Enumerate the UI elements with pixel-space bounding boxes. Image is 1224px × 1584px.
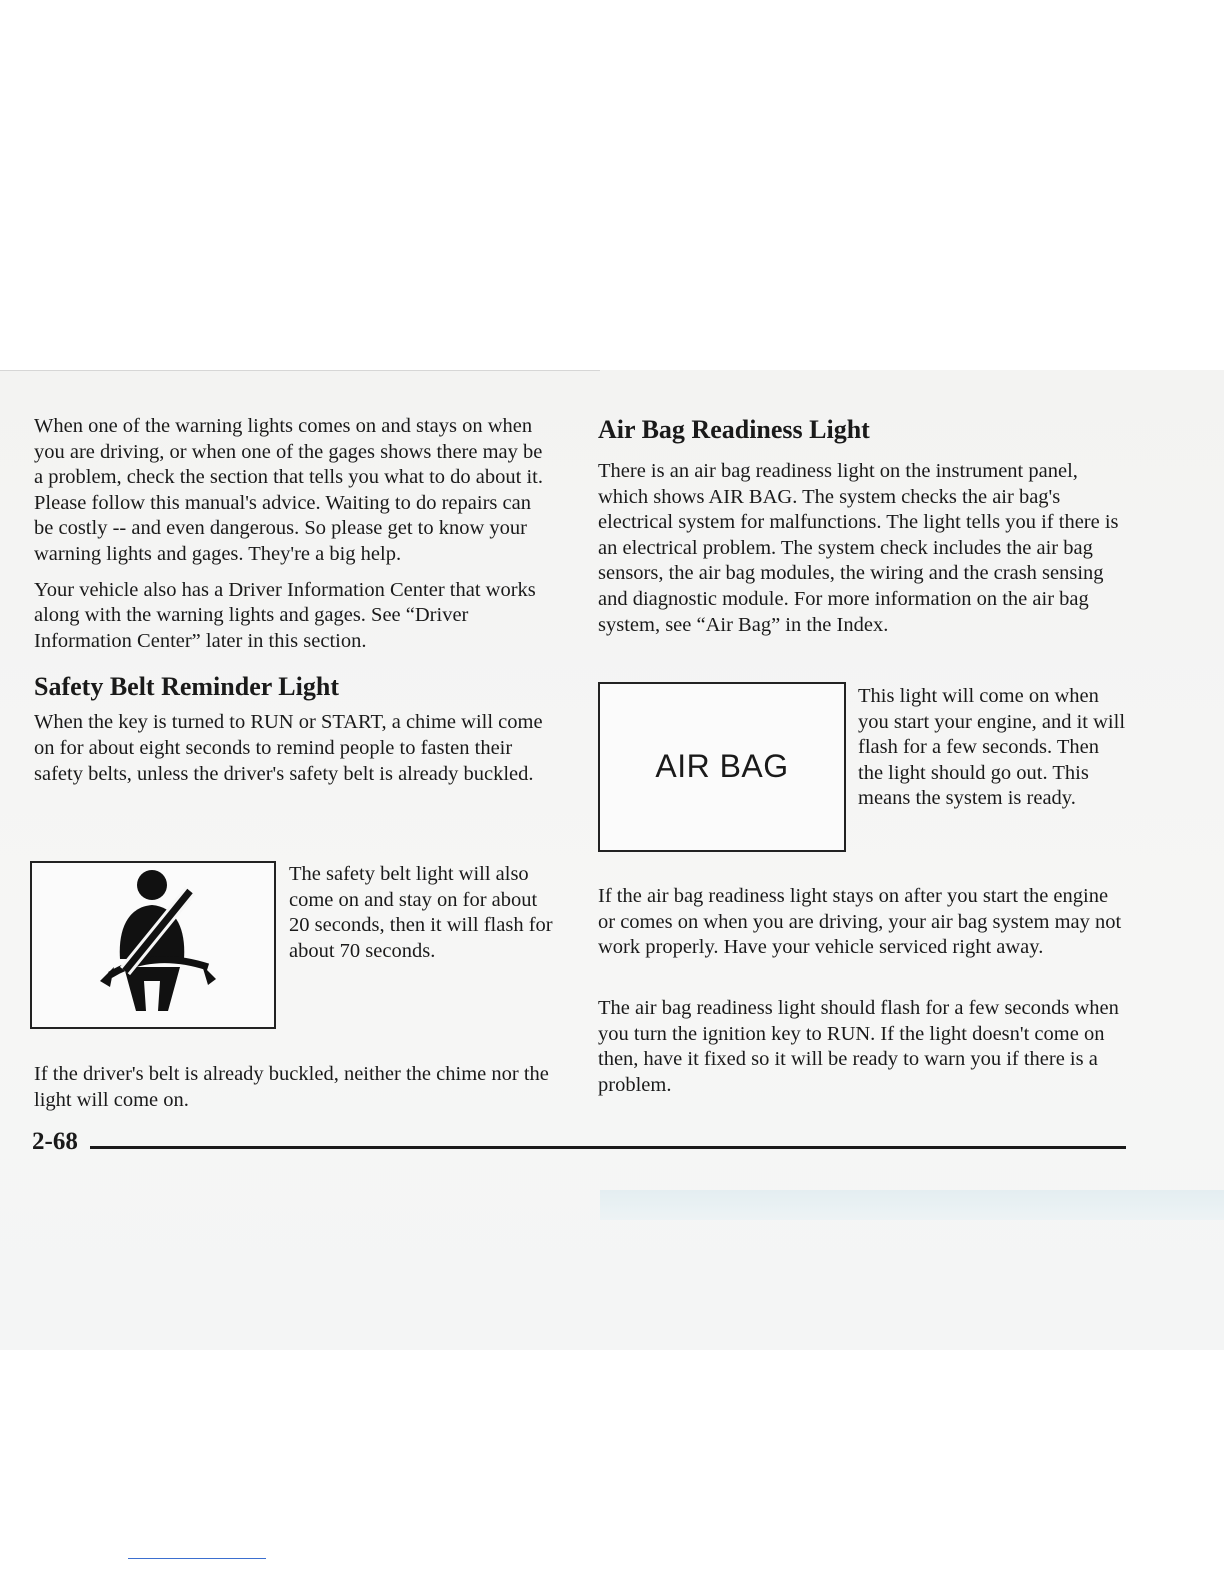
safety-belt-heading: Safety Belt Reminder Light [34,672,339,702]
dic-paragraph: Your vehicle also has a Driver Information Center that works along with the warning lights and gages. See “Driver Information Center” later in this section. [34,578,536,652]
airbag-symbol-box [598,682,846,852]
airbag-paragraph: There is an air bag readiness light on the instrument panel, which shows AIR BAG. The system checks the air bag's electrical system for malfunctions. The light tells you if there is an electrical problem. The system check includes the air bag sensors, the air bag modules, the wiring and the crash sensing and diagnostic module. For more information on the air bag system, see “Air Bag” in the Index. [598,460,1119,636]
footer-rule [90,1146,1126,1149]
safety-belt-symbol-box [30,861,276,1029]
bottom-link-underline [128,1558,266,1559]
stays-on-paragraph: If the air bag readiness light stays on after you start the engine or comes on when you are driving, your air bag system may not work properly. Have your vehicle serviced right away. [598,885,1122,959]
flash-paragraph: The air bag readiness light should flash for a few seconds when you turn the ignition key to RUN. If the light doesn't come on then, have it fixed so it will be ready to warn you if there is a problem. [598,997,1119,1096]
left-column [34,414,554,787]
airbag-caption: This light will come on when you start your engine, and it will flash for a few seconds. Then the light should go out. This means the system is ready. [858,685,1126,810]
safety-belt-paragraph: When the key is turned to RUN or START, a chime will come on for about eight seconds to remind people to fasten their safety belts, unless the driver's safety belt is already buckled. [34,711,543,785]
airbag-symbol-label: AIR BAG [655,748,789,784]
belt-light-caption: The safety belt light will also come on and stay on for about 20 seconds, then it will flash for about 70 seconds. [289,863,553,962]
safety-belt-icon [32,863,274,1027]
intro-paragraph: When one of the warning lights comes on and stays on when you are driving, or when one of the gages shows there may be a problem, check the section that tells you what to do about it. Please follow this manual's advice. Waiting to do repairs can be costly -- and even dangerous. So please get to know your warning lights and gages. They're a big help. [34,415,543,565]
airbag-heading: Air Bag Readiness Light [598,415,870,444]
scan-tint-strip [600,1190,1224,1220]
buckled-paragraph: If the driver's belt is already buckled, neither the chime nor the light will come on. [34,1063,549,1111]
scan-edge-line [0,370,600,371]
right-column [598,414,1128,638]
page-number: 2-68 [32,1128,78,1155]
